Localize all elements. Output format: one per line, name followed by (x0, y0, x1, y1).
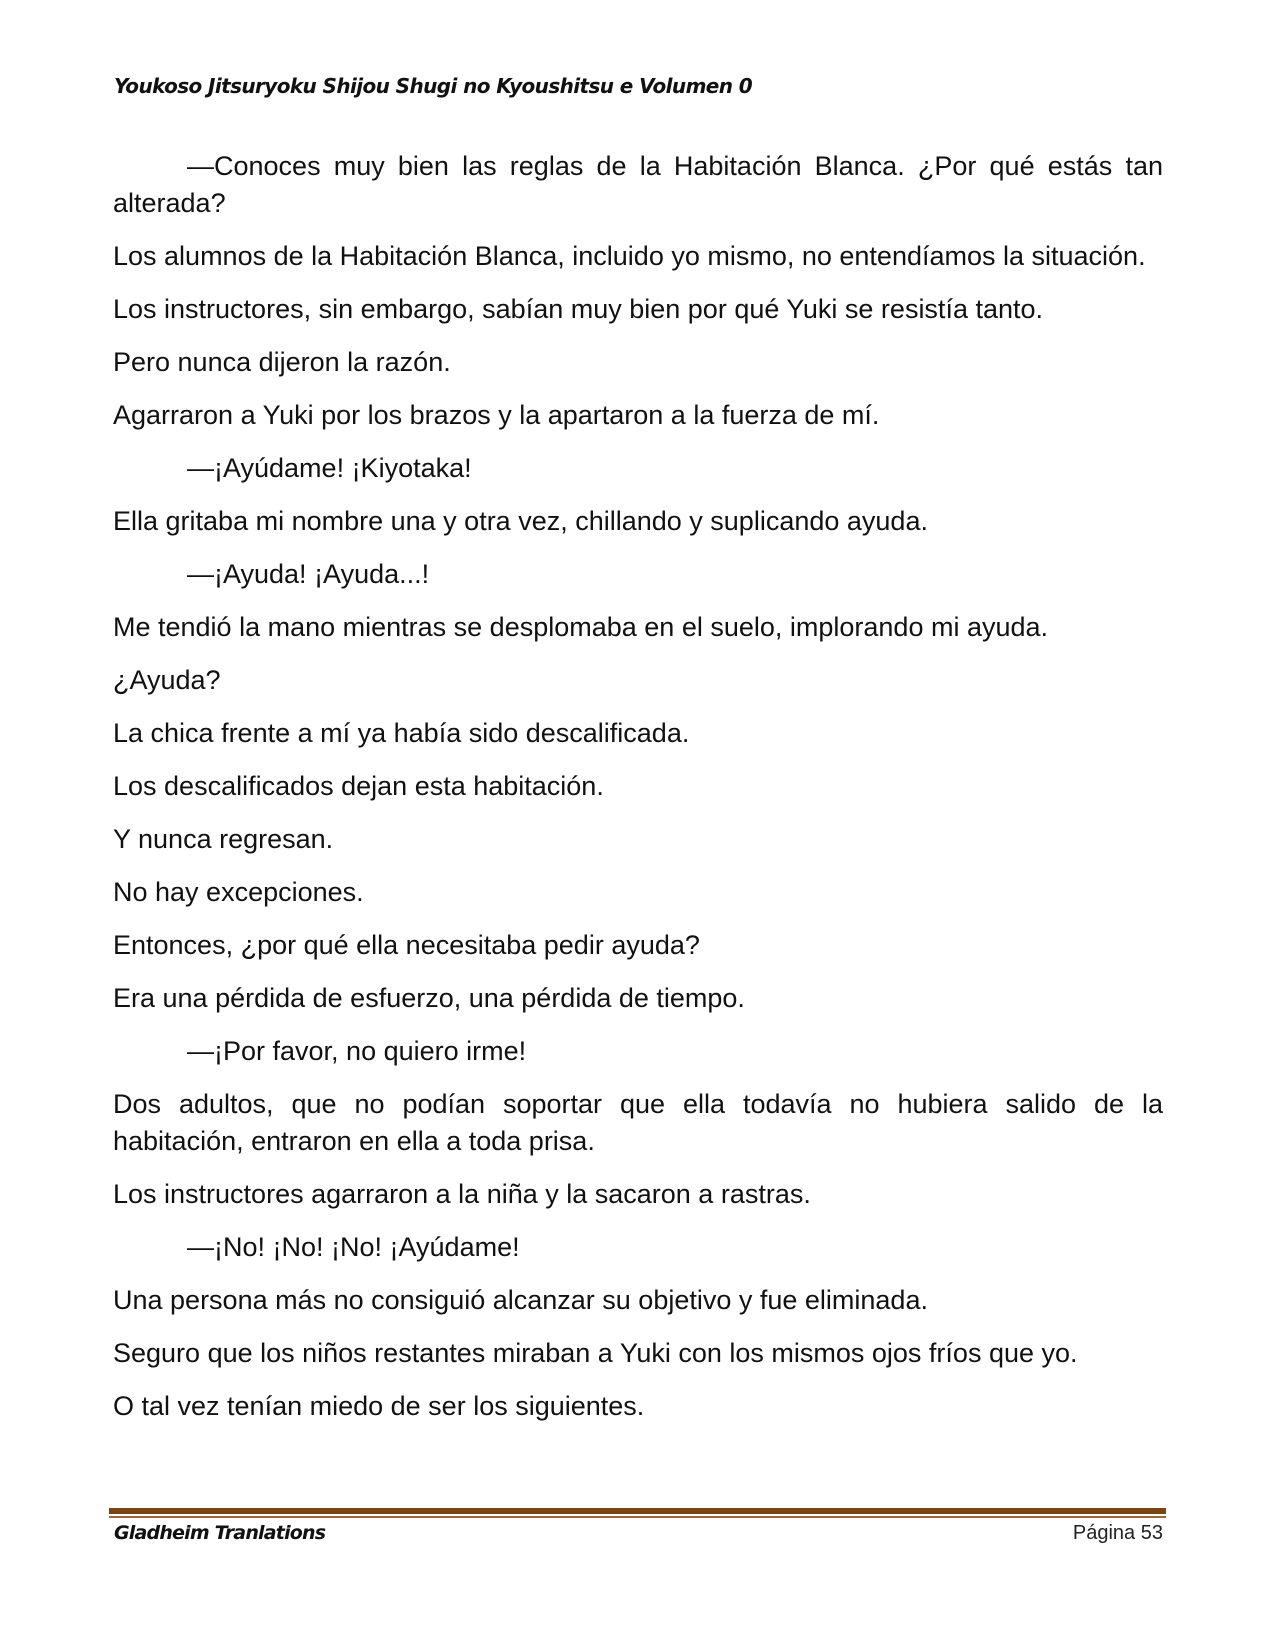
footer-rule-thin (109, 1516, 1166, 1518)
paragraph: Era una pérdida de esfuerzo, una pérdida de tiempo. (113, 983, 745, 1013)
paragraph: Los descalificados dejan esta habitación. (113, 771, 604, 801)
paragraph: Pero nunca dijeron la razón. (113, 347, 451, 377)
paragraph: Ella gritaba mi nombre una y otra vez, chillando y suplicando ayuda. (113, 506, 928, 536)
paragraph: La chica frente a mí ya había sido descalificada. (113, 718, 690, 748)
paragraph: Y nunca regresan. (113, 824, 334, 854)
paragraph: O tal vez tenían miedo de ser los siguientes. (113, 1391, 645, 1421)
paragraph: No hay excepciones. (113, 877, 364, 907)
paragraph: Seguro que los niños restantes miraban a Yuki con los mismos ojos fríos que yo. (113, 1338, 1078, 1368)
page-label: Página (1072, 1522, 1136, 1544)
paragraph: Entonces, ¿por qué ella necesitaba pedir ayuda? (113, 930, 700, 960)
paragraph: Me tendió la mano mientras se desplomaba en el suelo, implorando mi ayuda. (113, 612, 1049, 642)
page-number (1073, 1522, 1163, 1545)
paragraph: ¿Ayuda? (113, 665, 221, 695)
footer-credit: Gladheim Tranlations (114, 1522, 326, 1544)
paragraph: Los alumnos de la Habitación Blanca, incluido yo mismo, no entendíamos la situación. (113, 241, 1146, 271)
dialogue-paragraph: —¡Ayuda! ¡Ayuda...! (187, 559, 430, 589)
paragraph: Los instructores, sin embargo, sabían muy bien por qué Yuki se resistía tanto. (113, 294, 1044, 324)
page-number-value: 53 (1140, 1522, 1163, 1544)
running-header: Youkoso Jitsuryoku Shijou Shugi no Kyoushitsu e Volumen 0 (114, 74, 753, 98)
page-body (113, 148, 1163, 1441)
dialogue-paragraph: —¡Ayúdame! ¡Kiyotaka! (187, 453, 472, 483)
paragraph: Agarraron a Yuki por los brazos y la apartaron a la fuerza de mí. (113, 400, 880, 430)
footer-rule (109, 1508, 1166, 1514)
dialogue-paragraph: —Conoces muy bien las reglas de la Habitación Blanca. ¿Por qué estás tan alterada? (113, 151, 1163, 218)
paragraph: Dos adultos, que no podían soportar que ella todavía no hubiera salido de la habitación, entraron en ella a toda prisa. (113, 1089, 1163, 1156)
dialogue-paragraph: —¡Por favor, no quiero irme! (187, 1036, 527, 1066)
paragraph: Una persona más no consiguió alcanzar su objetivo y fue eliminada. (113, 1285, 928, 1315)
paragraph: Los instructores agarraron a la niña y la sacaron a rastras. (113, 1179, 811, 1209)
dialogue-paragraph: —¡No! ¡No! ¡No! ¡Ayúdame! (187, 1232, 520, 1262)
